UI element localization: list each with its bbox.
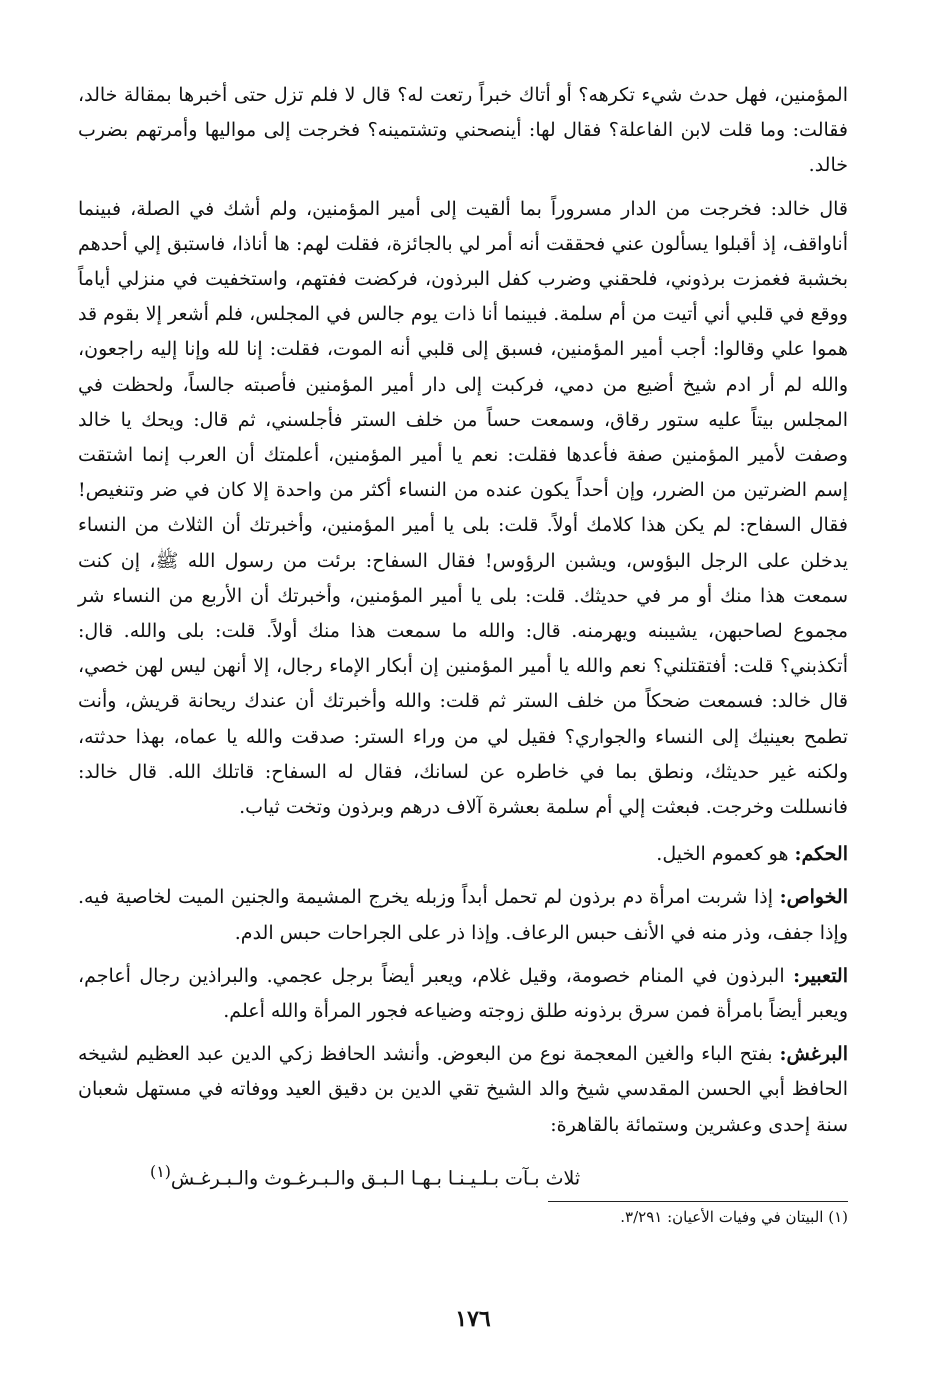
- khawas-text: إذا شربت امرأة دم برذون لم تحمل أبداً وزبله يخرج المشيمة والجنين الميت لخاصية فيه. وإذا جفف، وذر منه في الأنف حبس الرعاف. وإذا ذر على الجراحات حبس الدم.: [78, 886, 848, 944]
- footnote-marker: (١): [150, 1161, 171, 1181]
- tabir-text: البرذون في المنام خصومة، وقيل غلام، ويعبر أيضاً برجل عجمي. والبراذين رجال أعاجم، ويعبر أيضاً بامرأة فمن سرق برذونه طلق زوجته وضياعه فجور المرأة والله أعلم.: [78, 964, 848, 1023]
- poem-verse: [78, 1155, 848, 1195]
- paragraph-2: قال خالد: فخرجت من الدار مسروراً بما ألقيت إلى أمير المؤمنين، ولم أشك في الصلة، فبينما أناواقف، إذ أقبلوا يسألون عني فحققت أنه أمر لي بالجائزة، فقلت لهم: ها أناذا، فاستبق إلي أحدهم بخشبة فغمزت برذوني، فلحقني وضرب كفل البرذون، فركضت ففتهم، واستخفيت في منزلي أياماً ووقع في قلبي أني أتيت من أم سلمة. فبينما أنا ذات يوم جالس في المجلس، فلم أشعر إلا بقوم قد هموا علي وقالوا: أجب أمير المؤمنين، فسبق إلى قلبي أنه الموت، فقلت: إنا لله وإنا إليه راجعون، والله لم أر ادم شيخ أضيع من دمي، فركبت إلى دار أمير المؤمنين فأصبته جالساً، ولحظت في المجلس بيتاً عليه ستور رقاق، وسمعت حساً من خلف الستر فأجلسني، ثم قال: ويحك يا خالد وصفت لأمير المؤمنين صفة فأعدها فقلت: نعم يا أمير المؤمنين، أعلمتك أن العرب إنما اشتقت إسم الضرتين من الضرر، وإن أحداً يكون عنده من النساء أكثر من واحدة إلا كان في ضر وتنغيص! فقال السفاح: لم يكن هذا كلامك أولاً. قلت: بلى يا أمير المؤمنين، وأخبرتك أن الثلاث من النساء يدخلن على الرجل البؤوس، ويشبن الرؤوس! فقال السفاح: برئت من رسول الله ﷺ، إن كنت سمعت هذا منك أو مر في حديثك. قلت: بلى يا أمير المؤمنين، وأخبرتك أن الأربع من النساء شر مجموع لصاحبهن، يشيبنه ويهرمنه. قال: والله ما سمعت هذا منك أولاً. قلت: بلى والله. قال: أتكذبني؟ قلت: أفتقتلني؟ نعم والله يا أمير المؤمنين إن أبكار الإماء رجال، إلا أنهن ليس لهن خصي، قال خالد: فسمعت ضحكاً من خلف الستر ثم قلت: والله وأخبرتك أن عندك ريحانة قريش، وأنت تطمح بعينيك إلى النساء والجواري؟ فقيل لي من وراء الستر: صدقت والله يا عماه، بهذا حدثته، ولكنه غير حديثك، ونطق بما في خاطره عن لسانك، فقال له السفاح: قاتلك الله. قال خالد: فانسللت وخرجت. فبعثت إلي أم سلمة بعشرة آلاف درهم وبرذون وتخت ثياب.: [78, 197, 848, 819]
- page-content: [78, 78, 848, 1228]
- hukm-text: هو كعموم الخيل.: [656, 843, 789, 866]
- hukm-entry: [78, 837, 848, 872]
- hukm-term: الحكم:: [794, 843, 848, 866]
- barghash-text: بفتح الباء والغين المعجمة نوع من البعوض. وأنشد الحافظ زكي الدين عبد العظيم لشيخه الحافظ أبي الحسن المقدسي شيخ والد الشيخ تقي الدين بن دقيق العيد ووفاته في مستهل شعبان سنة إحدى وعشرين وستمائة بالقاهرة:: [78, 1043, 848, 1136]
- barghash-entry: [78, 1037, 848, 1143]
- footnote: (١) البيتان في وفيات الأعيان: ٣/٢٩١.: [620, 1208, 848, 1227]
- tabir-term: التعبير:: [793, 964, 848, 987]
- verse-text: ثلاث بـآت بـلـيـنـا بـهـا الـبـق والـبـرغـوث والـبـرغـش: [170, 1167, 581, 1190]
- khawas-term: الخواص:: [779, 886, 848, 909]
- page-number: ١٧٦: [455, 1306, 491, 1332]
- tabir-entry: [78, 959, 848, 1029]
- barghash-term: البرغش:: [779, 1043, 848, 1066]
- paragraph-1: المؤمنين، فهل حدث شيء تكرهه؟ أو أتاك خبراً رتعت له؟ قال لا فلم تزل حتى أخبرها بمقالة خالد، فقالت: وما قلت لابن الفاعلة؟ فقال لها: أينصحني وتشتمينه؟ فخرجت إلى مواليها وأمرتهم بضرب خالد.: [78, 84, 848, 177]
- footnote-divider: [548, 1201, 848, 1202]
- khawas-entry: [78, 880, 848, 950]
